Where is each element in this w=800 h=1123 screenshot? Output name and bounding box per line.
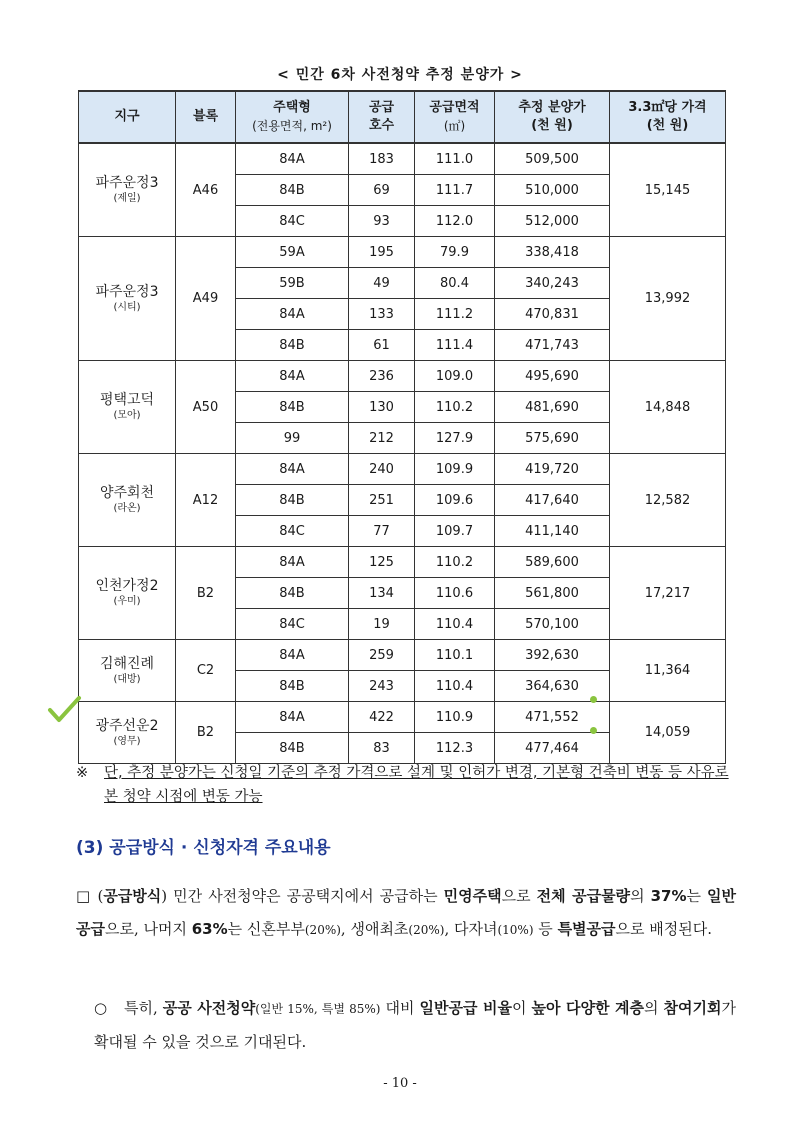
table-row [79,361,726,392]
area-cell: 110.2 [415,547,495,578]
header-unit-price: 3.3㎡당 가격 (천 원) [610,91,726,143]
price-cell: 509,500 [495,143,610,175]
header-supply: 공급 호수 [349,91,415,143]
supply-cell: 236 [349,361,415,392]
price-cell: 419,720 [495,454,610,485]
supply-cell: 251 [349,485,415,516]
unit-price-cell: 15,145 [610,143,726,237]
area-cell: 109.0 [415,361,495,392]
area-cell: 109.9 [415,454,495,485]
unit-price-cell: 14,848 [610,361,726,454]
district-name: 파주운정3 [95,175,159,191]
price-cell: 471,743 [495,330,610,361]
header-area: 공급면적 (㎡) [415,91,495,143]
block-cell: B2 [176,547,236,640]
section-heading: (3) 공급방식 · 신청자격 주요내용 [76,838,331,858]
unit-price-cell: 17,217 [610,547,726,640]
builder-name: (우미) [113,596,141,607]
table-row [79,237,726,268]
type-cell: 84B [236,175,349,206]
district-cell [79,547,176,640]
circle-bullet-icon: ○ [94,999,108,1017]
area-cell: 110.1 [415,640,495,671]
price-cell: 481,690 [495,392,610,423]
supply-cell: 195 [349,237,415,268]
block-cell: A49 [176,237,236,361]
type-cell: 59B [236,268,349,299]
table-row [79,547,726,578]
price-cell: 570,100 [495,609,610,640]
price-cell: 510,000 [495,175,610,206]
footnote [76,761,736,809]
unit-price-cell: 12,582 [610,454,726,547]
area-cell: 109.6 [415,485,495,516]
district-cell [79,237,176,361]
supply-cell: 77 [349,516,415,547]
price-cell: 392,630 [495,640,610,671]
builder-name: (대방) [113,673,141,685]
type-cell: 84B [236,671,349,702]
price-cell: 495,690 [495,361,610,392]
unit-price-cell: 13,992 [610,237,726,361]
district-name: 광주선운2 [95,717,159,734]
price-cell: 575,690 [495,423,610,454]
district-cell [79,702,176,764]
area-cell: 111.4 [415,330,495,361]
area-cell: 112.3 [415,733,495,764]
supply-cell: 125 [349,547,415,578]
builder-name: (라온) [113,503,141,514]
supply-cell: 49 [349,268,415,299]
type-cell: 59A [236,237,349,268]
supply-cell: 93 [349,206,415,237]
supply-cell: 134 [349,578,415,609]
supply-cell: 240 [349,454,415,485]
type-cell: 84B [236,330,349,361]
builder-name: (모아) [113,410,141,421]
district-cell [79,361,176,454]
block-cell: B2 [176,702,236,764]
type-cell: 84C [236,516,349,547]
table-body [79,143,726,764]
district-name: 평택고덕 [99,392,155,408]
header-price: 추정 분양가 (천 원) [495,91,610,143]
type-cell: 84A [236,143,349,175]
green-dot-marker [590,696,597,703]
type-cell: 84B [236,578,349,609]
type-cell: 84A [236,454,349,485]
supply-cell: 69 [349,175,415,206]
price-cell: 417,640 [495,485,610,516]
price-cell: 471,552 [495,702,610,733]
area-cell: 110.4 [415,609,495,640]
table-row [79,640,726,671]
supply-cell: 19 [349,609,415,640]
district-name: 파주운정3 [95,283,159,300]
type-cell: 84C [236,609,349,640]
builder-name: (영무) [113,735,141,747]
table-row [79,702,726,733]
price-cell: 364,630 [495,671,610,702]
supply-cell: 183 [349,143,415,175]
green-dot-marker [590,727,597,734]
price-cell: 470,831 [495,299,610,330]
block-cell: A12 [176,454,236,547]
type-cell: 84B [236,392,349,423]
area-cell: 110.4 [415,671,495,702]
paragraph-supply-method: □ (공급방식) 민간 사전청약은 공공택지에서 공급하는 민영주택으로 전체 공급물량의 37%는 일반공급으로, 나머지 63%는 신혼부부(20%), 생애최초(20%), 다자녀(10%) 등 특별공급으로 배정된다. [76,887,737,938]
note-text: 단, 추정 분양가는 신청일 기준의 추정 가격으로 설계 및 인허가 변경, 기본형 건축비 변동 등 사유로 본 청약 시점에 변동 가능 [104,765,729,805]
district-name: 양주회천 [99,485,155,501]
district-name: 김해진례 [99,655,155,672]
supply-cell: 83 [349,733,415,764]
area-cell: 110.6 [415,578,495,609]
district-cell [79,143,176,237]
page-number: - 10 - [383,1076,417,1091]
district-name: 인천가정2 [95,578,159,594]
supply-cell: 133 [349,299,415,330]
area-cell: 111.2 [415,299,495,330]
header-type: 주택형 (전용면적, m²) [236,91,349,143]
block-cell: A46 [176,143,236,237]
price-table [78,90,726,764]
supply-cell: 130 [349,392,415,423]
type-cell: 99 [236,423,349,454]
area-cell: 110.2 [415,392,495,423]
type-cell: 84A [236,640,349,671]
area-cell: 111.0 [415,143,495,175]
type-cell: 84A [236,361,349,392]
area-cell: 80.4 [415,268,495,299]
district-cell [79,640,176,702]
type-cell: 84A [236,299,349,330]
area-cell: 79.9 [415,237,495,268]
price-cell: 340,243 [495,268,610,299]
builder-name: (제일) [113,193,141,204]
builder-name: (시티) [113,301,141,313]
district-cell [79,454,176,547]
price-cell: 589,600 [495,547,610,578]
supply-cell: 61 [349,330,415,361]
checkbox-square-icon: □ [76,887,92,905]
checkmark-icon [46,695,82,725]
table-row [79,454,726,485]
header-district: 지구 [79,91,176,143]
price-cell: 561,800 [495,578,610,609]
area-cell: 112.0 [415,206,495,237]
block-cell: A50 [176,361,236,454]
type-cell: 84A [236,547,349,578]
table-title: < 민간 6차 사전청약 추정 분양가 > [277,67,523,83]
type-cell: 84B [236,733,349,764]
note-mark: ※ [76,765,89,781]
supply-cell: 212 [349,423,415,454]
table-header-row [79,91,726,143]
price-cell: 411,140 [495,516,610,547]
price-cell: 338,418 [495,237,610,268]
area-cell: 127.9 [415,423,495,454]
table-row [79,143,726,175]
supply-cell: 422 [349,702,415,733]
unit-price-cell: 11,364 [610,640,726,702]
area-cell: 110.9 [415,702,495,733]
header-block: 블록 [176,91,236,143]
price-cell: 477,464 [495,733,610,764]
area-cell: 111.7 [415,175,495,206]
price-cell: 512,000 [495,206,610,237]
supply-cell: 243 [349,671,415,702]
type-cell: 84B [236,485,349,516]
block-cell: C2 [176,640,236,702]
unit-price-cell: 14,059 [610,702,726,764]
supply-cell: 259 [349,640,415,671]
type-cell: 84C [236,206,349,237]
paragraph-public-comparison: ○ 특히, 공공 사전청약(일반 15%, 특별 85%) 대비 일반공급 비율이 높아 다양한 계층의 참여기회가 확대될 수 있을 것으로 기대된다. [94,992,736,1059]
area-cell: 109.7 [415,516,495,547]
type-cell: 84A [236,702,349,733]
